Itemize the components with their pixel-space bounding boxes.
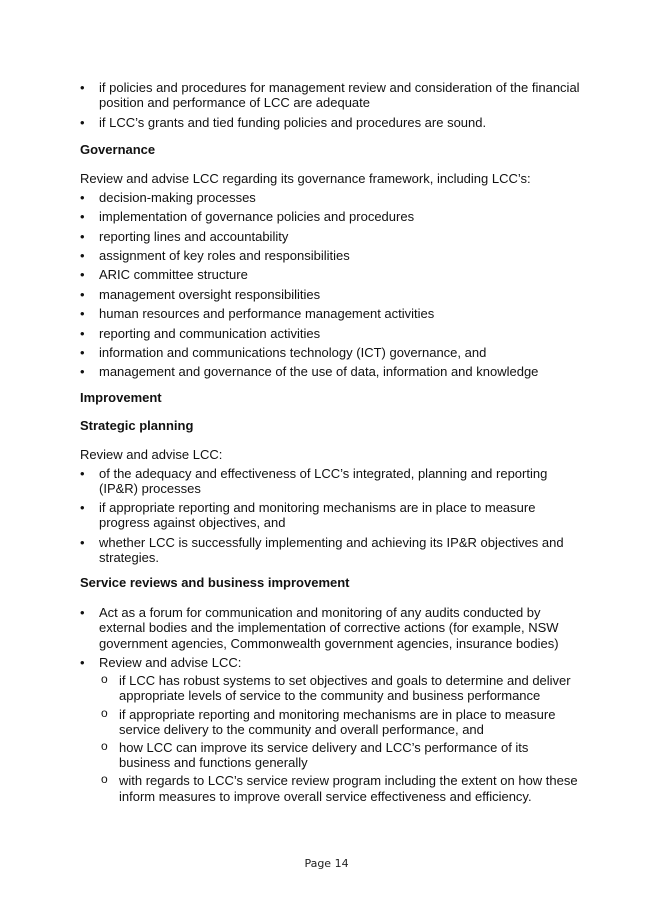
list-item: • ARIC committee structure <box>80 267 580 282</box>
list-item <box>80 655 580 670</box>
governance-list <box>80 190 580 380</box>
service-reviews-list <box>80 605 580 670</box>
list-item: • Act as a forum for communication and monitoring of any audits conducted by external bodies and the implementation of corrective actions (for example, NSW government agencies, Commonwealth government agencies, insurance bodies) <box>80 605 580 651</box>
list-item: • information and communications technology (ICT) governance, and <box>80 345 580 360</box>
list-item: • of the adequacy and effectiveness of LCC’s integrated, planning and reporting (IP&R) processes <box>80 466 580 496</box>
sub-list-item: o if LCC has robust systems to set objectives and goals to determine and deliver appropriate levels of service to the community and business performance <box>99 673 580 703</box>
top-bullet-list <box>80 80 580 130</box>
strategic-planning-list <box>80 466 580 566</box>
governance-intro: Review and advise LCC regarding its governance framework, including LCC’s: <box>80 170 531 186</box>
sub-list-item: o if appropriate reporting and monitoring mechanisms are in place to measure service delivery to the community and overall performance, and <box>99 707 580 737</box>
list-item: • implementation of governance policies and procedures <box>80 209 580 224</box>
improvement-heading: Improvement <box>80 389 162 405</box>
list-item: • reporting and communication activities <box>80 326 580 341</box>
sub-list-item: o how LCC can improve its service delivery and LCC’s performance of its business and functions generally <box>99 740 580 770</box>
list-item: • if LCC’s grants and tied funding policies and procedures are sound. <box>80 115 580 130</box>
list-item: • management oversight responsibilities <box>80 287 580 302</box>
list-item: • decision-making processes <box>80 190 580 205</box>
page-content <box>80 80 580 807</box>
service-reviews-heading: Service reviews and business improvement <box>80 575 350 591</box>
list-item: • management and governance of the use of data, information and knowledge <box>80 364 580 379</box>
strategic-planning-heading: Strategic planning <box>80 417 194 433</box>
list-item: • if policies and procedures for management review and consideration of the financial position and performance of LCC are adequate <box>80 80 580 110</box>
list-item: • human resources and performance management activities <box>80 306 580 321</box>
governance-heading: Governance <box>80 141 156 157</box>
sub-list-item: o with regards to LCC’s service review program including the extent on how these inform measures to improve overall service effectiveness and efficiency. <box>99 773 580 803</box>
list-item: • assignment of key roles and responsibilities <box>80 248 580 263</box>
list-item-label: Review and advise LCC: <box>99 654 242 670</box>
list-item: • if appropriate reporting and monitoring mechanisms are in place to measure progress against objectives, and <box>80 500 580 530</box>
page-number: Page 14 <box>304 857 349 870</box>
list-item: • whether LCC is successfully implementing and achieving its IP&R objectives and strategies. <box>80 535 580 565</box>
service-reviews-sub-list <box>80 673 580 804</box>
strategic-planning-intro: Review and advise LCC: <box>80 446 223 462</box>
list-item: • reporting lines and accountability <box>80 229 580 244</box>
